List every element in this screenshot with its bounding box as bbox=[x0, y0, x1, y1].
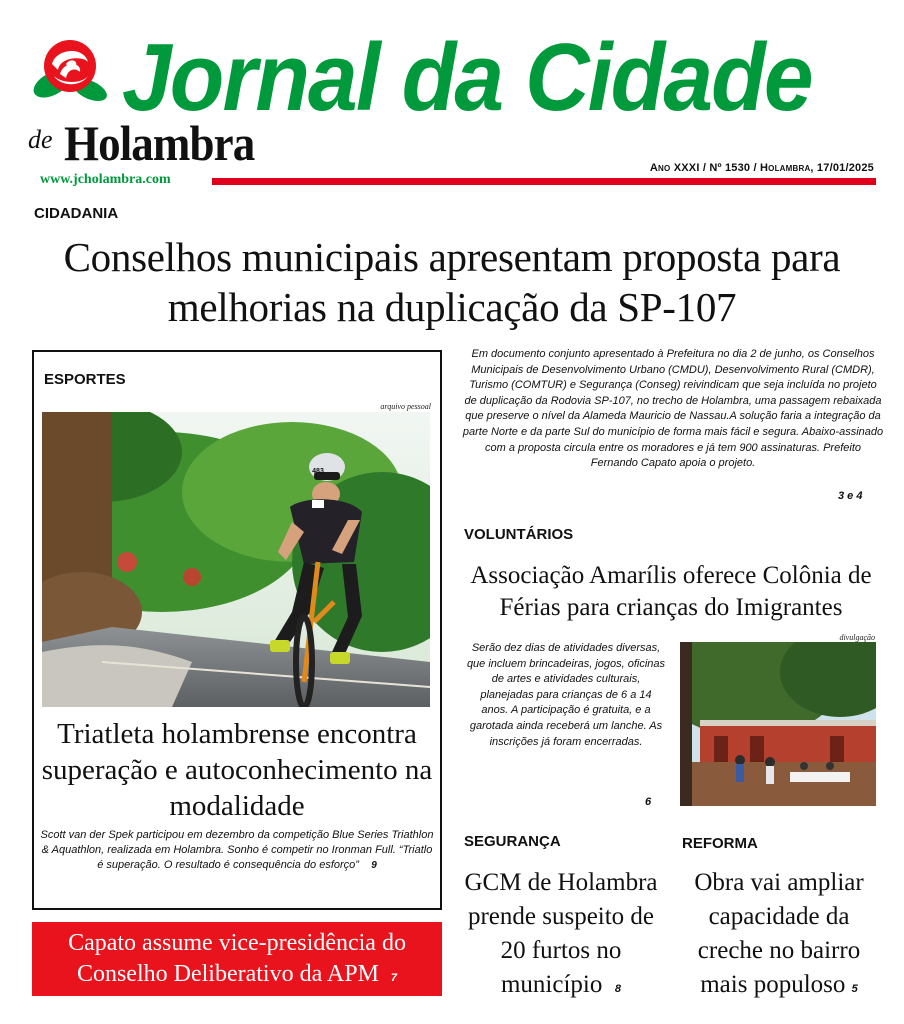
main-story-summary: Em documento conjunto apresentado à Prefeitura no dia 2 de junho, os Conselhos Municipais de Desenvolvimento Urbano (CMDU), Desenvolvimento Rural (CMDR), Turismo (COMTUR) e Segurança (Conseg) reivindicam que seja incluída no projeto de duplicação da Rodovia SP-107, no trecho de Holambra, uma passagem rebaixada que preserve o nível da Alameda Mauricio de Nassau.A solução faria a integração da parte Norte e da parte Sul do município de forma mais fácil e segura. Abaixo-assinado com a proposta circula entre os moradores e já tem 900 assinaturas. Prefeito Fernando Capato apoia o projeto. bbox=[462, 348, 884, 470]
masthead-city: Holambra bbox=[64, 115, 255, 171]
triathlete-photo bbox=[42, 412, 430, 707]
sports-headline[interactable]: Triatleta holambrense encontra superação e autoconhecimento na modalidade bbox=[41, 718, 433, 822]
red-banner-headline-text: Capato assume vice-presidência do Conselho Deliberativo da APM bbox=[68, 930, 406, 987]
main-headline[interactable]: Conselhos municipais apresentam proposta para melhorias na duplicação da SP-107 bbox=[63, 234, 841, 330]
security-headline-text: GCM de Holambra prende suspeito de 20 furtos no município bbox=[464, 869, 658, 998]
volunteers-summary: Serão dez dias de atividades diversas, que incluem brincadeiras, jogos, oficinas de artes e atividades culturais, planejadas para crianças de 6 a 14 anos. A participação é gratuita, e a garotada ainda receberá um lanche. As inscrições já foram encerradas. bbox=[466, 642, 666, 748]
masthead-rule bbox=[212, 178, 876, 185]
sports-summary-text: Scott van der Spek participou em dezembro da competição Blue Series Triathlon & Aquathlon, realizada em Holambra. Sonho é competir no Ironman Full. “Triatlo é superação. O resultado é consequência do esforço” bbox=[40, 829, 434, 871]
sports-page-number: 9 bbox=[371, 860, 377, 871]
volunteers-page-number: 6 bbox=[645, 796, 652, 808]
sports-summary bbox=[40, 828, 434, 873]
reform-headline[interactable] bbox=[680, 866, 878, 1006]
security-page-number: 8 bbox=[614, 983, 621, 995]
reform-page-number: 5 bbox=[851, 983, 858, 995]
section-tag-esportes: ESPORTES bbox=[44, 371, 126, 388]
section-tag-cidadania: CIDADANIA bbox=[34, 205, 119, 222]
reform-headline-text: Obra vai ampliar capacidade da creche no bairro mais populoso bbox=[694, 869, 864, 998]
section-tag-seguranca: SEGURANÇA bbox=[464, 833, 561, 850]
masthead-url[interactable]: www.jcholambra.com bbox=[40, 172, 171, 187]
volunteers-headline[interactable]: Associação Amarílis oferece Colônia de Férias para crianças do Imigrantes bbox=[470, 562, 872, 621]
main-story-pages: 3 e 4 bbox=[838, 490, 863, 502]
sports-photo-credit: arquivo pessoal bbox=[380, 402, 431, 411]
section-tag-reforma: REFORMA bbox=[682, 835, 758, 852]
masthead-prefix: de bbox=[28, 125, 53, 154]
colonia-ferias-photo bbox=[680, 642, 876, 806]
red-banner-headline[interactable] bbox=[32, 928, 442, 994]
masthead-title: Jornal da Cidade bbox=[122, 24, 812, 131]
section-tag-voluntarios: VOLUNTÁRIOS bbox=[464, 526, 574, 543]
rose-logo-icon bbox=[30, 34, 110, 110]
bib-number: 483 bbox=[312, 468, 324, 475]
security-headline[interactable] bbox=[458, 866, 664, 1006]
red-banner-page-number: 7 bbox=[390, 972, 398, 984]
volunteers-photo-credit: divulgação bbox=[839, 633, 875, 642]
edition-info: Ano XXXI / Nº 1530 / Holambra, 17/01/2025 bbox=[649, 162, 874, 174]
